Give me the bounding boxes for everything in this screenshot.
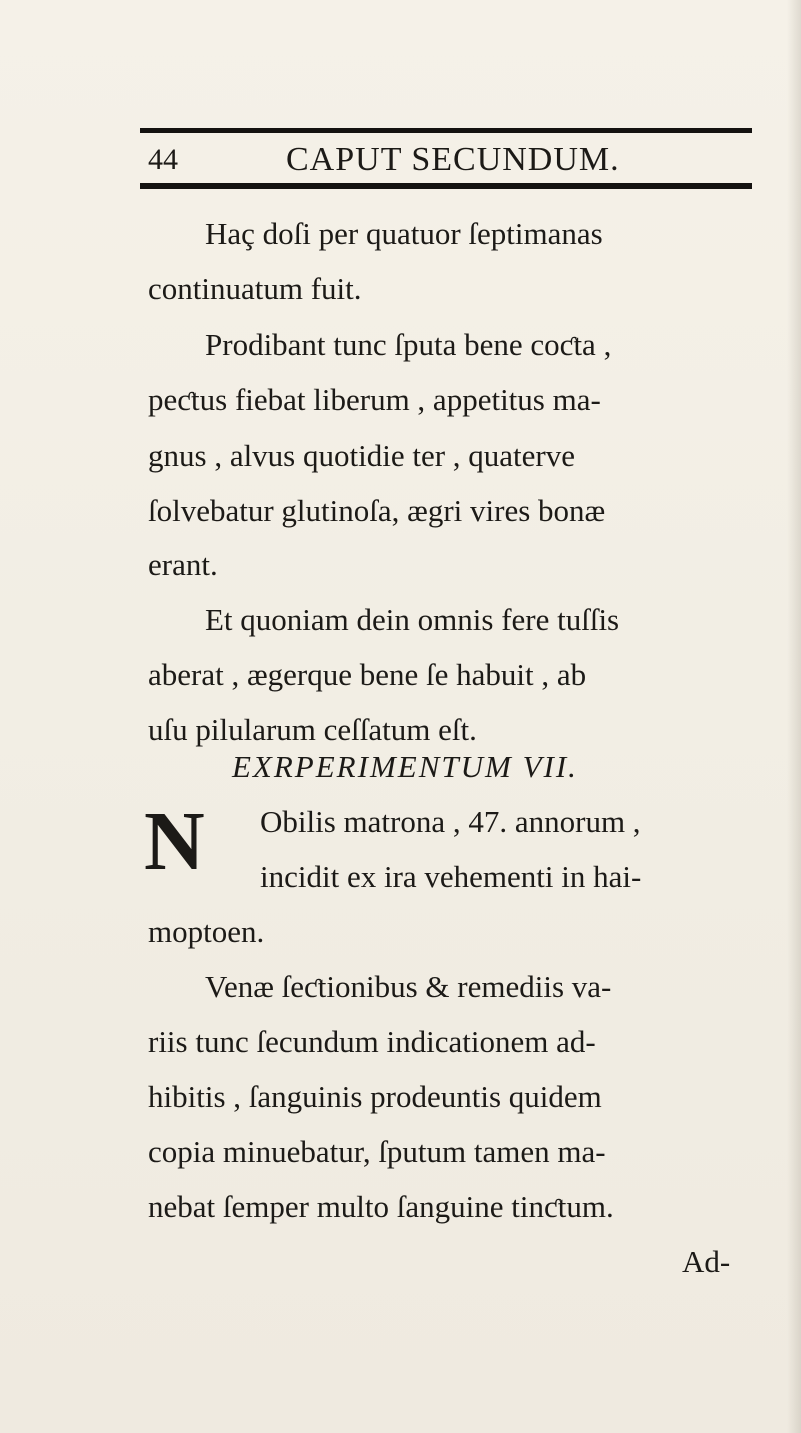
text-line: Obilis matrona , 47. annorum ,: [260, 804, 641, 839]
text-line: Haç doſi per quatuor ſeptimanas: [205, 216, 603, 251]
text-line: riis tunc ſecundum indicationem ad-: [148, 1024, 596, 1059]
drop-cap: N: [144, 795, 205, 888]
text-line: hibitis , ſanguinis prodeuntis quidem: [148, 1079, 602, 1114]
text-line: moptoen.: [148, 914, 265, 949]
running-head: CAPUT SECUNDUM.: [286, 141, 620, 178]
page-number: 44: [148, 143, 178, 176]
text-line: uſu pilularum ceſſatum eſt.: [148, 712, 477, 747]
text-line: aberat , ægerque bene ſe habuit , ab: [148, 657, 587, 692]
page-header: [148, 139, 748, 181]
text-line: incidit ex ira vehementi in hai-: [260, 859, 642, 894]
header-rule-bottom: [140, 183, 752, 189]
text-line: erant.: [148, 547, 218, 582]
text-line: Et quoniam dein omnis fere tuſſis: [205, 602, 620, 637]
header-rule-top: [140, 128, 752, 133]
text-line: peƈtus fiebat liberum , appetitus ma-: [148, 382, 601, 417]
text-line: nebat ſemper multo ſanguine tinƈtum.: [148, 1189, 614, 1224]
text-line: continuatum fuit.: [148, 271, 362, 306]
text-line: copia minuebatur, ſputum tamen ma-: [148, 1134, 606, 1169]
text-line: gnus , alvus quotidie ter , quaterve: [148, 438, 576, 473]
text-line: ſolvebatur glutinoſa, ægri vires bonæ: [148, 493, 606, 528]
catchword: Ad-: [682, 1244, 731, 1279]
text-line: Venæ ſeƈtionibus & remediis va-: [205, 969, 612, 1004]
text-line: Prodibant tunc ſputa bene coƈta ,: [205, 327, 612, 362]
page-edge-shadow: [787, 0, 801, 1433]
section-heading: EXRPERIMENTUM VII.: [232, 749, 578, 784]
